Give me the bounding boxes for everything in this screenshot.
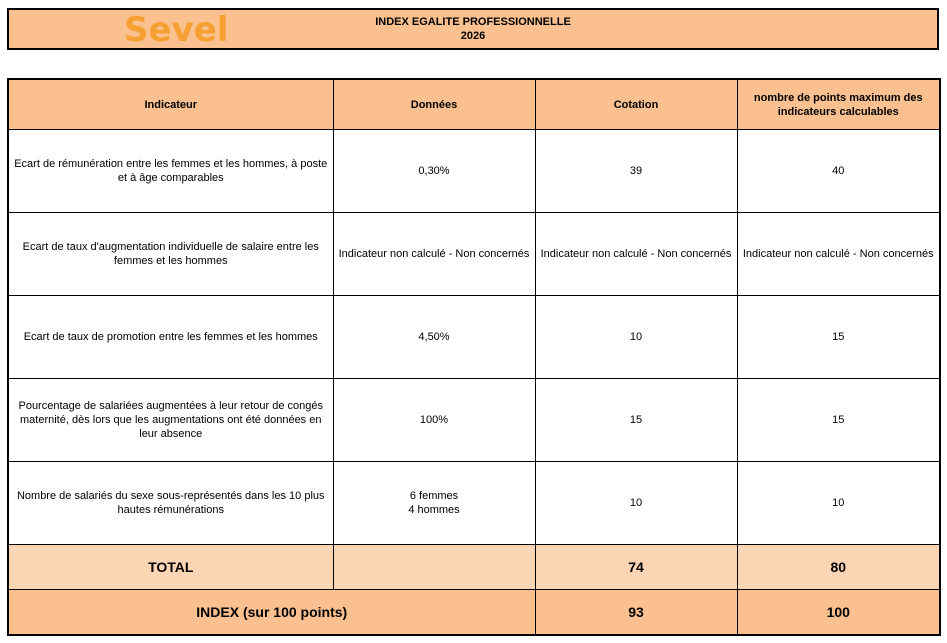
donnees-femmes: 6 femmes xyxy=(409,490,459,502)
col-header-indicateur: Indicateur xyxy=(8,79,333,130)
index-row xyxy=(8,590,940,636)
total-cotation: 74 xyxy=(535,545,737,590)
cell-max: 15 xyxy=(737,379,940,462)
cell-cotation: 39 xyxy=(535,130,737,213)
table-row xyxy=(8,130,940,213)
index-table xyxy=(7,78,941,636)
header-banner xyxy=(7,8,939,50)
cell-max: 40 xyxy=(737,130,940,213)
cell-cotation: Indicateur non calculé - Non concernés xyxy=(535,213,737,296)
table-row xyxy=(8,213,940,296)
cell-indicateur: Pourcentage de salariées augmentées à leur retour de congés maternité, dès lors que les augmentations ont été données en leur absence xyxy=(8,379,333,462)
cell-donnees: Indicateur non calculé - Non concernés xyxy=(333,213,535,296)
index-label: INDEX (sur 100 points) xyxy=(8,590,535,636)
col-header-max-points: nombre de points maximum des indicateurs calculables xyxy=(737,79,940,130)
table-row xyxy=(8,379,940,462)
total-donnees xyxy=(333,545,535,590)
cell-max: 10 xyxy=(737,462,940,545)
cell-donnees: 4,50% xyxy=(333,296,535,379)
total-max: 80 xyxy=(737,545,940,590)
cell-cotation: 10 xyxy=(535,462,737,545)
index-max: 100 xyxy=(737,590,940,636)
sevel-logo: Sevel xyxy=(124,10,229,50)
cell-max: Indicateur non calculé - Non concernés xyxy=(737,213,940,296)
cell-indicateur: Ecart de taux d'augmentation individuelle de salaire entre les femmes et les hommes xyxy=(8,213,333,296)
total-row xyxy=(8,545,940,590)
cell-indicateur: Nombre de salariés du sexe sous-représentés dans les 10 plus hautes rémunérations xyxy=(8,462,333,545)
total-label: TOTAL xyxy=(8,545,333,590)
cell-cotation: 15 xyxy=(535,379,737,462)
cell-donnees: 100% xyxy=(333,379,535,462)
donnees-hommes: 4 hommes xyxy=(408,504,460,516)
document-year: 2026 xyxy=(460,30,486,42)
cell-indicateur: Ecart de rémunération entre les femmes et les hommes, à poste et à âge comparables xyxy=(8,130,333,213)
col-header-donnees: Données xyxy=(333,79,535,130)
cell-donnees xyxy=(333,462,535,545)
cell-max: 15 xyxy=(737,296,940,379)
table-row xyxy=(8,462,940,545)
table-header-row xyxy=(8,79,940,130)
cell-donnees: 0,30% xyxy=(333,130,535,213)
cell-indicateur: Ecart de taux de promotion entre les femmes et les hommes xyxy=(8,296,333,379)
table-row xyxy=(8,296,940,379)
document-title: INDEX EGALITE PROFESSIONNELLE xyxy=(375,16,571,28)
col-header-cotation: Cotation xyxy=(535,79,737,130)
index-cotation: 93 xyxy=(535,590,737,636)
cell-cotation: 10 xyxy=(535,296,737,379)
